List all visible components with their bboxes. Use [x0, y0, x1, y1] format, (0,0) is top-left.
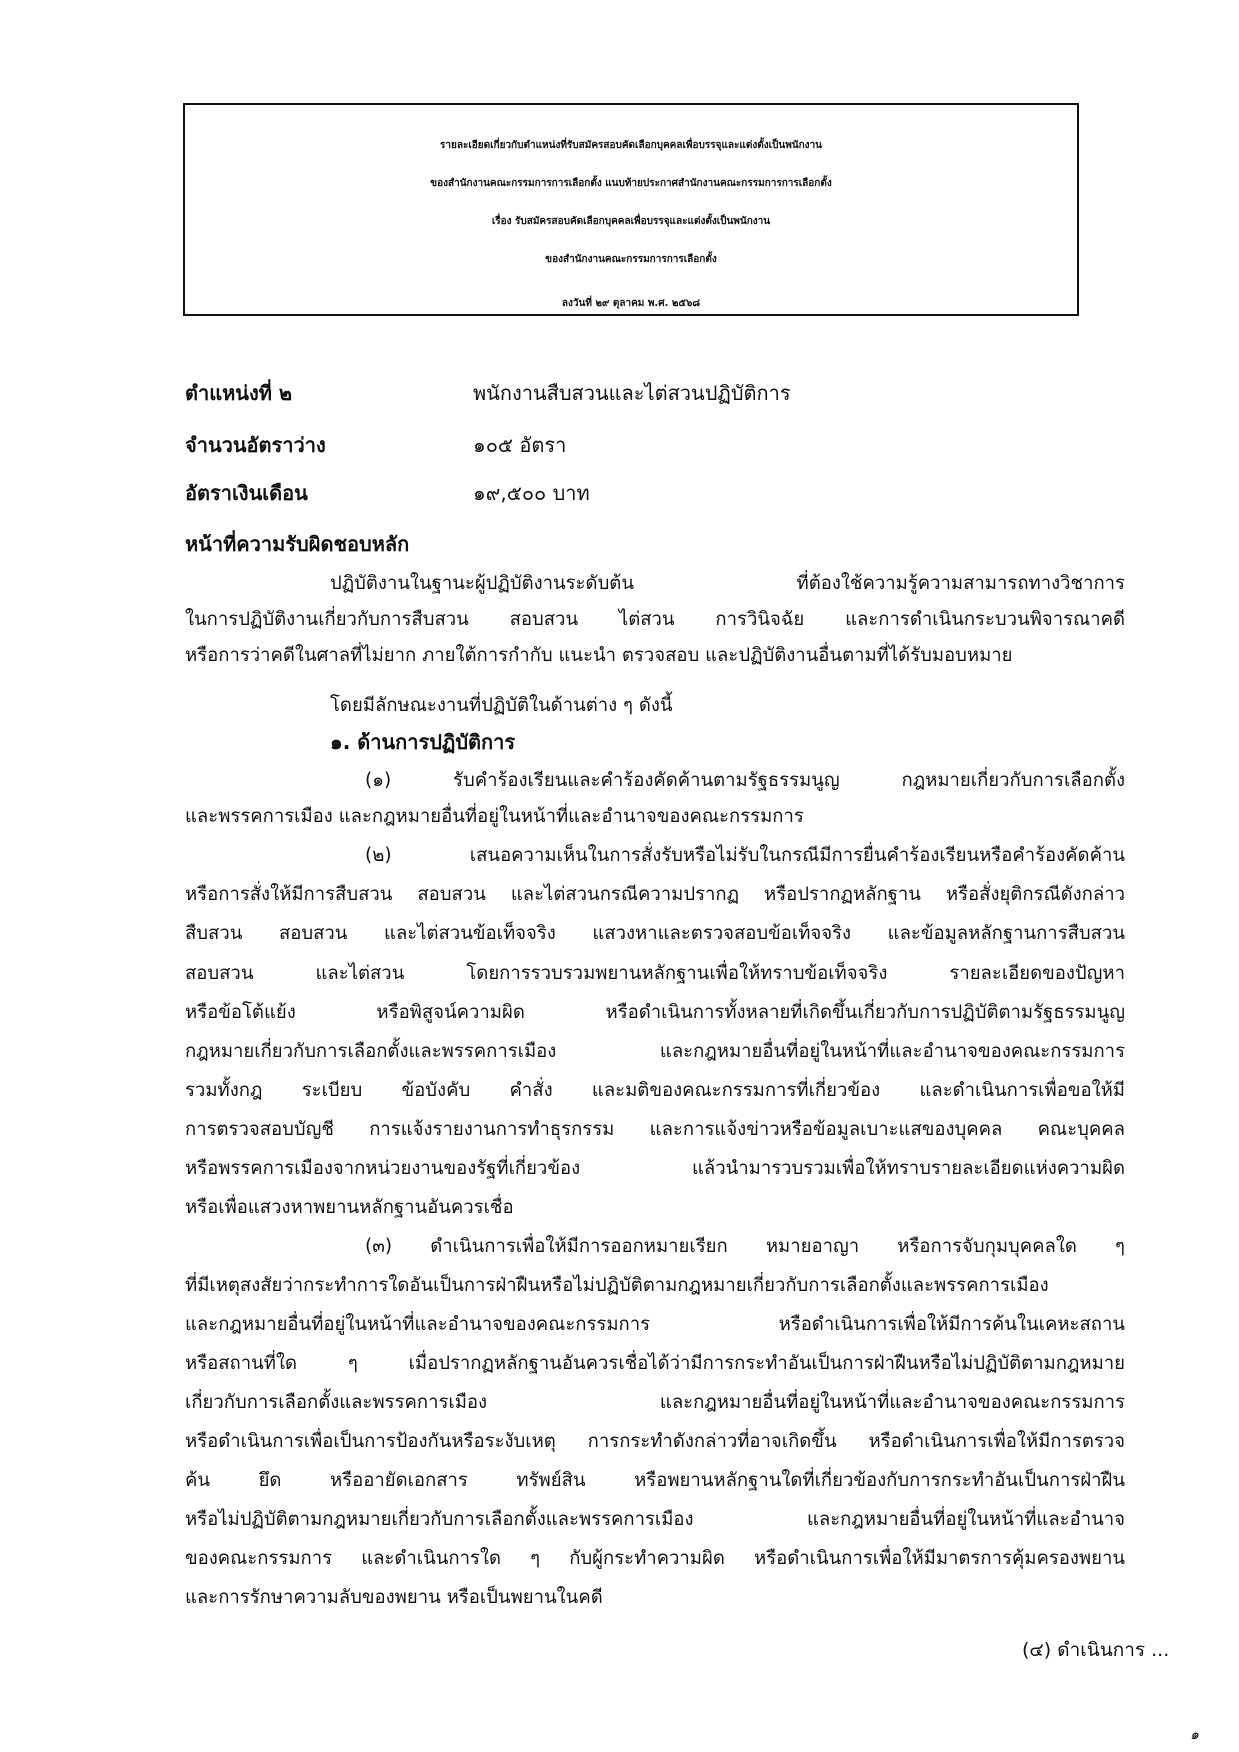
- item-3-line: หรือดำเนินการเพื่อเป็นการป้องกันหรือระงับเหตุ การกระทำดังกล่าวที่อาจเกิดขึ้น หรือดำเนินการเพื่อให้มีการตรวจ: [185, 1431, 1125, 1452]
- header-line-4: ของสำนักงานคณะกรรมการการเลือกตั้ง: [545, 254, 717, 265]
- item-3-line: ค้น ยึด หรืออายัดเอกสาร ทรัพย์สิน หรือพยานหลักฐานใดที่เกี่ยวข้องกับการกระทำอันเป็นการฝ่าฝืน: [185, 1470, 1125, 1491]
- item-2-line: สอบสวน และไต่สวน โดยการรวบรวมพยานหลักฐานเพื่อให้ทราบข้อเท็จจริง รายละเอียดของปัญหา: [185, 963, 1125, 984]
- header-box: [183, 103, 1079, 316]
- item-3-line: เกี่ยวกับการเลือกตั้งและพรรคการเมือง และกฎหมายอื่นที่อยู่ในหน้าที่และอำนาจของคณะกรรมการ: [185, 1392, 1125, 1413]
- item-2-line: การตรวจสอบบัญชี การแจ้งรายงานการทำธุรกรรม และการแจ้งข่าวหรือข้อมูลเบาะแสของบุคคล คณะบุคคล: [185, 1119, 1125, 1140]
- header-date: ลงวันที่ ๒๙ ตุลาคม พ.ศ. ๒๕๖๘: [561, 298, 701, 309]
- item-2-line: (๒) เสนอความเห็นในการสั่งรับหรือไม่รับในกรณีมีการยื่นคำร้องเรียนหรือคำร้องคัดค้าน: [365, 845, 1125, 866]
- item-2-line: หรือเพื่อแสวงหาพยานหลักฐานอันควรเชื่อ: [185, 1197, 514, 1218]
- item-2-line: หรือพรรคการเมืองจากหน่วยงานของรัฐที่เกี่ยวข้อง แล้วนำมารวบรวมเพื่อให้ทราบรายละเอียดแห่งความผิด: [185, 1158, 1125, 1179]
- item-1-line: และพรรคการเมือง และกฎหมายอื่นที่อยู่ในหน้าที่และอำนาจของคณะกรรมการ: [185, 806, 804, 827]
- intro-line: หรือการว่าคดีในศาลที่ไม่ยาก ภายใต้การกำกับ แนะนำ ตรวจสอบ และปฏิบัติงานอื่นตามที่ได้รับมอบหมาย: [185, 645, 1013, 666]
- field-value-position: พนักงานสืบสวนและไต่สวนปฏิบัติการ: [473, 381, 791, 405]
- intro-line: ในการปฏิบัติงานเกี่ยวกับการสืบสวน สอบสวน ไต่สวน การวินิจฉัย และการดำเนินกระบวนพิจารณาคดี: [185, 609, 1125, 630]
- section-1-heading: ๑. ด้านการปฏิบัติการ: [330, 730, 516, 754]
- intro-line: ปฏิบัติงานในฐานะผู้ปฏิบัติงานระดับต้น ที่ต้องใช้ความรู้ความสามารถทางวิชาการ: [330, 573, 1125, 594]
- item-2-line: รวมทั้งกฎ ระเบียบ ข้อบังคับ คำสั่ง และมติของคณะกรรมการที่เกี่ยวข้อง และดำเนินการเพื่อขอให้มี: [185, 1080, 1125, 1101]
- header-line-2: ของสำนักงานคณะกรรมการการเลือกตั้ง แนบท้ายประกาศสำนักงานคณะกรรมการการเลือกตั้ง: [430, 178, 832, 189]
- field-label-salary: อัตราเงินเดือน: [185, 481, 308, 505]
- item-2-line: หรือการสั่งให้มีการสืบสวน สอบสวน และไต่สวนกรณีความปรากฏ หรือปรากฏหลักฐาน หรือสั่งยุติกรณีดังกล่าว: [185, 884, 1125, 905]
- characteristics-line: โดยมีลักษณะงานที่ปฏิบัติในด้านต่าง ๆ ดังนี้: [330, 695, 673, 716]
- field-value-vacancies: ๑๐๕ อัตรา: [473, 433, 567, 457]
- item-3-line: ที่มีเหตุสงสัยว่ากระทำการใดอันเป็นการฝ่าฝืนหรือไม่ปฏิบัติตามกฎหมายเกี่ยวกับการเลือกตั้งและพรรคการเมือง: [185, 1275, 1049, 1296]
- item-2-line: หรือข้อโต้แย้ง หรือพิสูจน์ความผิด หรือดำเนินการทั้งหลายที่เกิดขึ้นเกี่ยวกับการปฏิบัติตามรัฐธรรมนูญ: [185, 1002, 1125, 1023]
- continuation-note: (๔) ดำเนินการ ...: [1022, 1639, 1170, 1661]
- duties-heading: หน้าที่ความรับผิดชอบหลัก: [185, 532, 410, 556]
- item-3-line: หรือไม่ปฏิบัติตามกฎหมายเกี่ยวกับการเลือกตั้งและพรรคการเมือง และกฎหมายอื่นที่อยู่ในหน้าที่และอำนาจ: [185, 1509, 1125, 1530]
- item-1-line: (๑) รับคำร้องเรียนและคำร้องคัดค้านตามรัฐธรรมนูญ กฎหมายเกี่ยวกับการเลือกตั้ง: [365, 770, 1125, 791]
- item-2-line: กฎหมายเกี่ยวกับการเลือกตั้งและพรรคการเมือง และกฎหมายอื่นที่อยู่ในหน้าที่และอำนาจของคณะกรรมการ: [185, 1041, 1125, 1062]
- page-number: ๑: [1190, 1727, 1199, 1743]
- item-3-line: (๓) ดำเนินการเพื่อให้มีการออกหมายเรียก หมายอาญา หรือการจับกุมบุคคลใด ๆ: [365, 1236, 1125, 1257]
- item-3-line: หรือสถานที่ใด ๆ เมื่อปรากฏหลักฐานอันควรเชื่อได้ว่ามีการกระทำอันเป็นการฝ่าฝืนหรือไม่ปฏิบัติตามกฎหมาย: [185, 1353, 1125, 1374]
- field-label-vacancies: จำนวนอัตราว่าง: [185, 433, 326, 457]
- header-line-1: รายละเอียดเกี่ยวกับตำแหน่งที่รับสมัครสอบคัดเลือกบุคคลเพื่อบรรจุและแต่งตั้งเป็นพนักงาน: [439, 140, 823, 151]
- item-3-line: และการรักษาความลับของพยาน หรือเป็นพยานในคดี: [185, 1587, 603, 1608]
- header-line-3: เรื่อง รับสมัครสอบคัดเลือกบุคคลเพื่อบรรจุและแต่งตั้งเป็นพนักงาน: [491, 216, 771, 227]
- item-3-line: และกฎหมายอื่นที่อยู่ในหน้าที่และอำนาจของคณะกรรมการ หรือดำเนินการเพื่อให้มีการค้นในเคหะสถาน: [185, 1314, 1125, 1335]
- item-2-line: สืบสวน สอบสวน และไต่สวนข้อเท็จจริง แสวงหาและตรวจสอบข้อเท็จจริง และข้อมูลหลักฐานการสืบสวน: [185, 923, 1125, 944]
- field-label-position: ตำแหน่งที่ ๒: [185, 381, 293, 405]
- item-3-line: ของคณะกรรมการ และดำเนินการใด ๆ กับผู้กระทำความผิด หรือดำเนินการเพื่อให้มีมาตรการคุ้มครองพยาน: [185, 1548, 1125, 1569]
- field-value-salary: ๑๙,๕๐๐ บาท: [473, 481, 590, 505]
